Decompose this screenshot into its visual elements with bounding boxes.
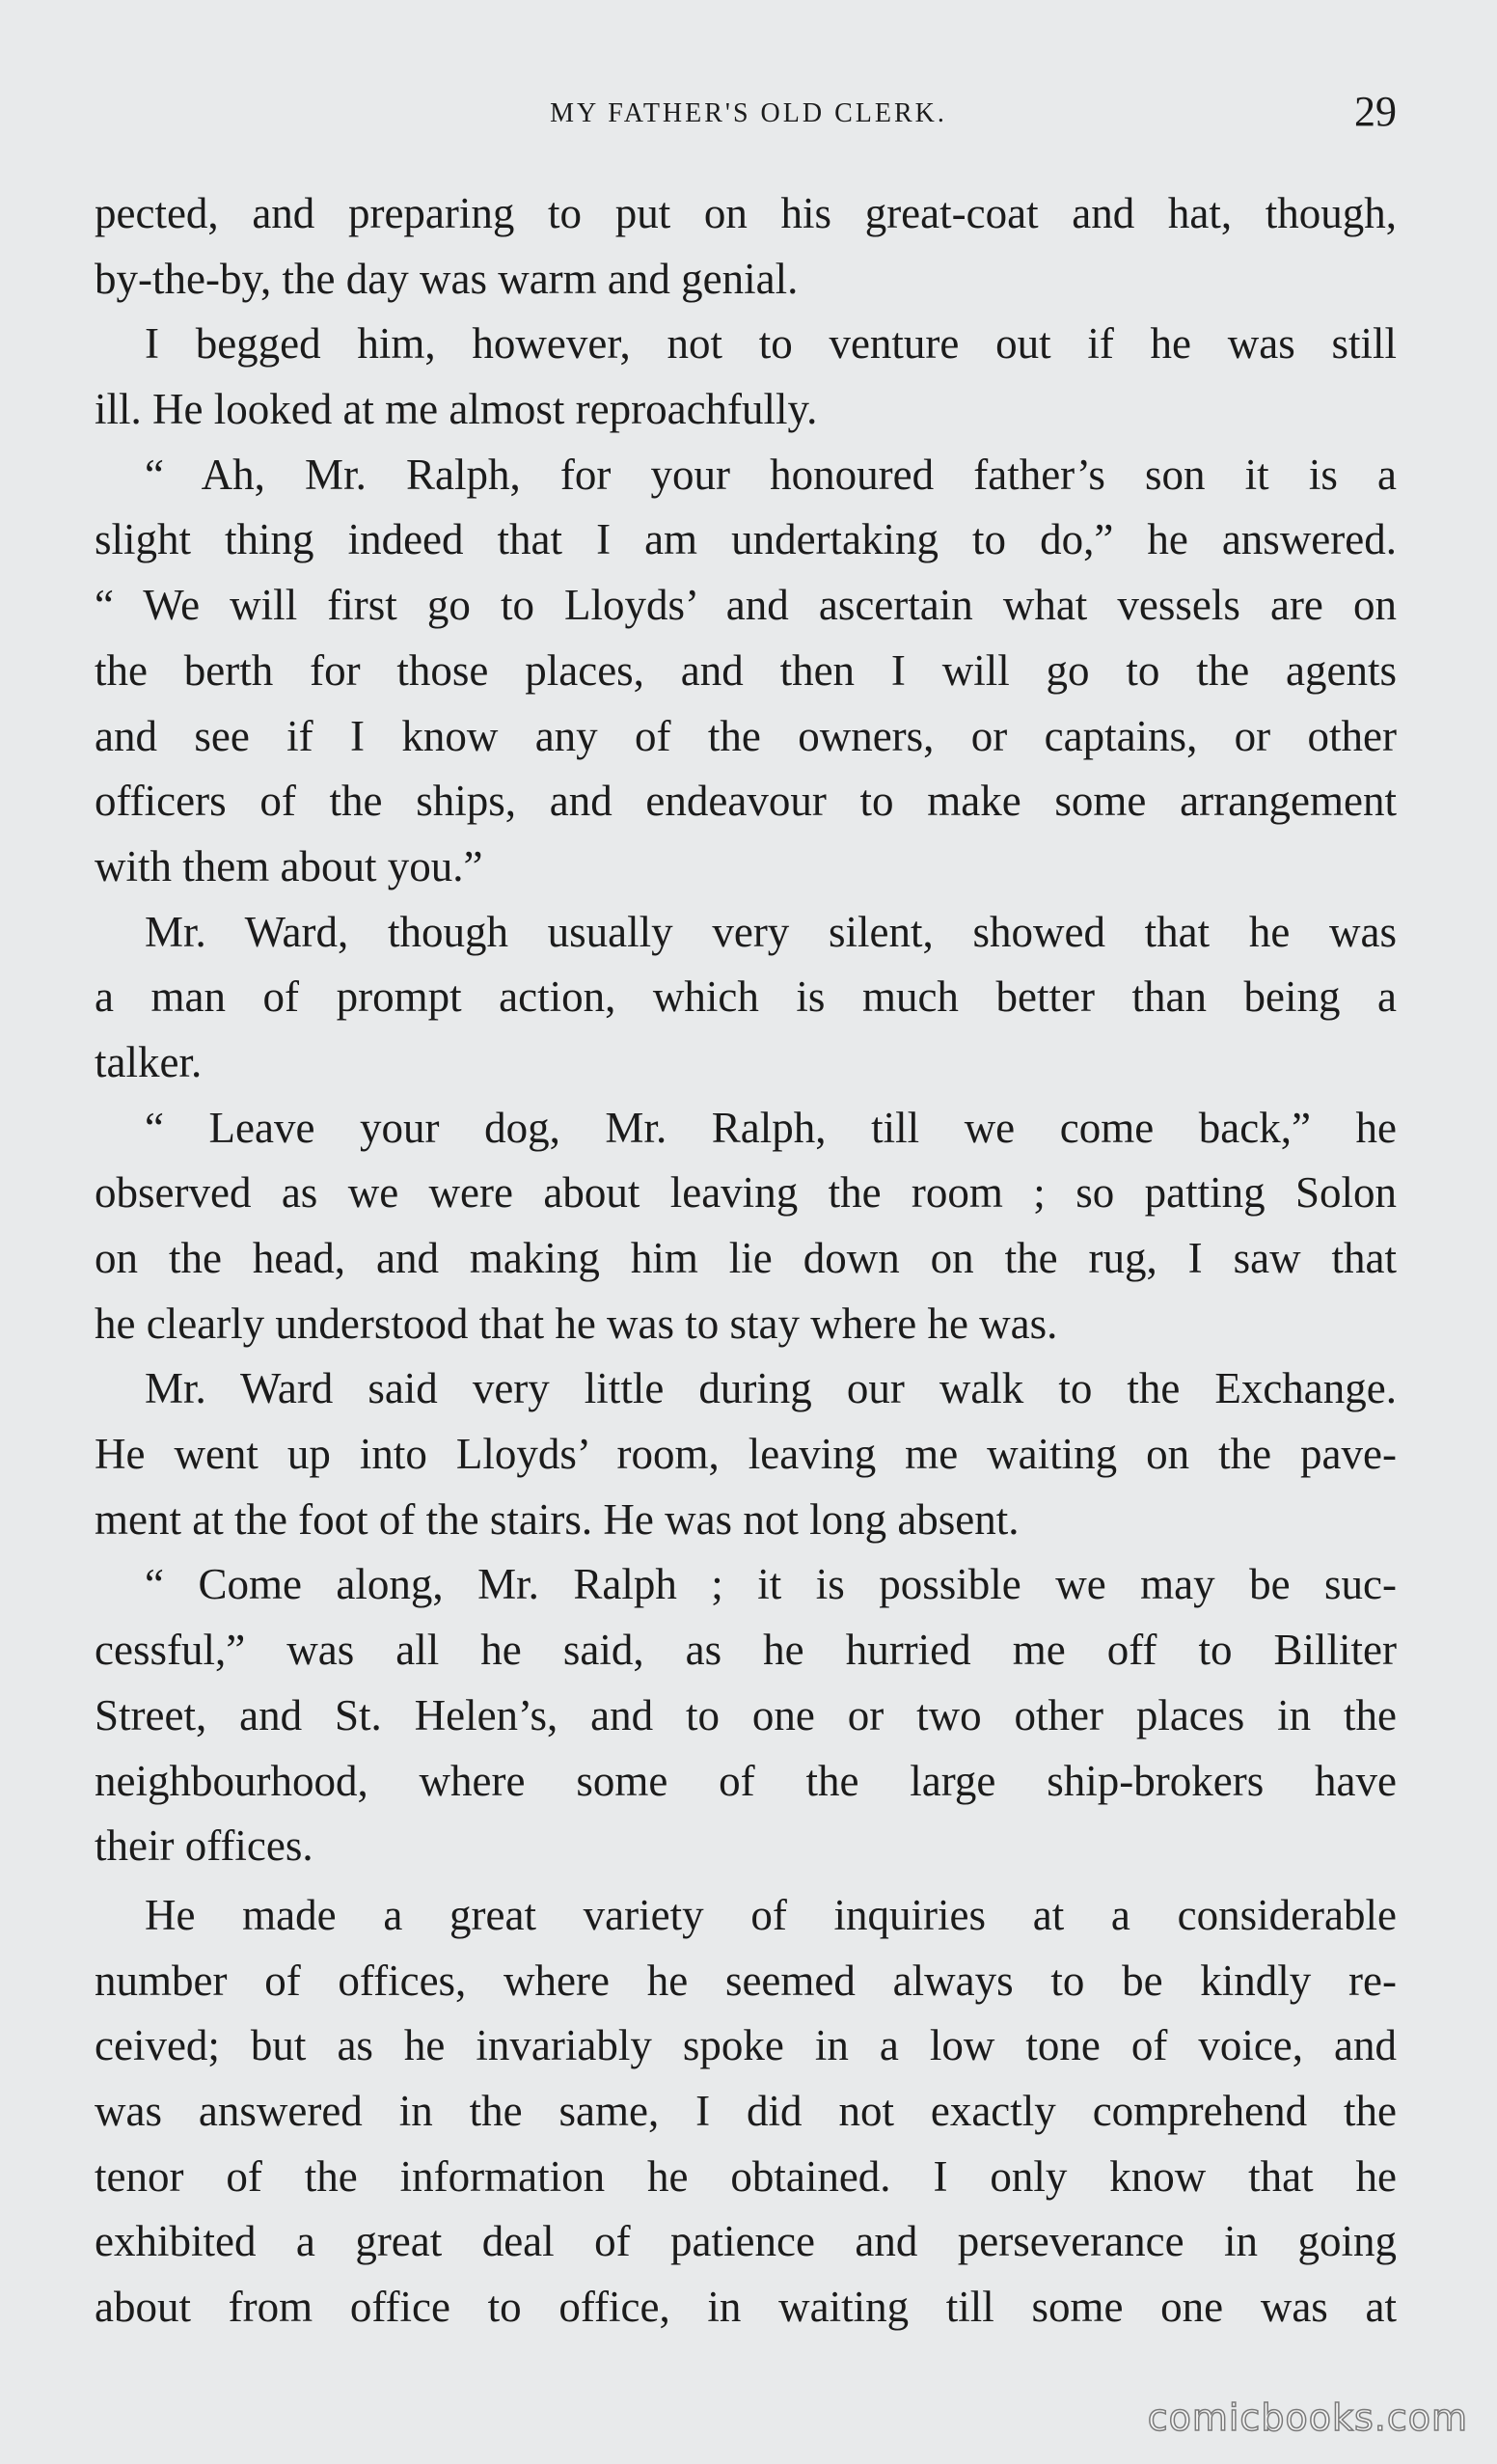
text-line: the berth for those places, and then I will go to the agents xyxy=(95,645,1397,695)
text-line: pected, and preparing to put on his great-coat and hat, though, xyxy=(95,189,1397,237)
text-line: exhibited a great deal of patience and perseverance in going xyxy=(95,2217,1397,2266)
text-line: Mr. Ward, though usually very silent, showed that he was xyxy=(145,907,1397,956)
text-line: cessful,” was all he said, as he hurried me off to Billiter xyxy=(95,1626,1397,1675)
running-head xyxy=(95,85,1402,143)
text-line: a man of prompt action, which is much better than being a xyxy=(95,972,1397,1022)
text-line: he clearly understood that he was to stay where he was. xyxy=(95,1299,1058,1348)
text-line: observed as we were about leaving the room ; so patting Solon xyxy=(95,1168,1397,1218)
text-line: He went up into Lloyds’ room, leaving me waiting on the pave- xyxy=(95,1430,1397,1479)
text-line: “ We will first go to Lloyds’ and ascertain what vessels are on xyxy=(95,581,1397,630)
text-line: by-the-by, the day was warm and genial. xyxy=(95,254,799,303)
text-line: was answered in the same, I did not exactly comprehend the xyxy=(95,2086,1397,2135)
text-line: and see if I know any of the owners, or captains, or other xyxy=(95,711,1397,760)
text-line: with them about you.” xyxy=(95,841,483,890)
text-line: their offices. xyxy=(95,1821,313,1871)
text-line: officers of the ships, and endeavour to make some arrangement xyxy=(95,777,1397,826)
text-line: tenor of the information he obtained. I only know that he xyxy=(95,2151,1397,2201)
text-line: He made a great variety of inquiries at a considerable xyxy=(145,1890,1397,1939)
text-line: number of offices, where he seemed always to be kindly re- xyxy=(95,1956,1397,2005)
text-line: on the head, and making him lie down on the rug, I saw that xyxy=(95,1234,1397,1282)
text-line: ill. He looked at me almost reproachfully. xyxy=(95,385,818,434)
text-line: Mr. Ward said very little during our walk to the Exchange. xyxy=(145,1364,1397,1413)
text-line: “ Leave your dog, Mr. Ralph, till we come back,” he xyxy=(145,1103,1397,1152)
watermark: comicbooks.com xyxy=(1147,2396,1468,2439)
text-line: Street, and St. Helen’s, and to one or two other places in the xyxy=(95,1690,1397,1739)
text-line: ceived; but as he invariably spoke in a low tone of voice, and xyxy=(95,2021,1397,2070)
running-title: MY FATHER'S OLD CLERK. xyxy=(550,98,947,128)
text-line: about from office to office, in waiting till some one was at xyxy=(95,2283,1397,2331)
text-line: ment at the foot of the stairs. He was not long absent. xyxy=(95,1494,1020,1544)
text-line: neighbourhood, where some of the large ship-brokers have xyxy=(95,1756,1397,1805)
text-line: “ Come along, Mr. Ralph ; it is possible we may be suc- xyxy=(145,1560,1397,1609)
text-line: talker. xyxy=(95,1037,203,1086)
body-text xyxy=(95,181,1397,2341)
text-line: slight thing indeed that I am undertaking to do,” he answered. xyxy=(95,515,1397,564)
text-line: I begged him, however, not to venture out if he was still xyxy=(145,319,1397,369)
page-number: 29 xyxy=(1354,88,1397,135)
text-line: “ Ah, Mr. Ralph, for your honoured father’s son it is a xyxy=(145,450,1397,499)
